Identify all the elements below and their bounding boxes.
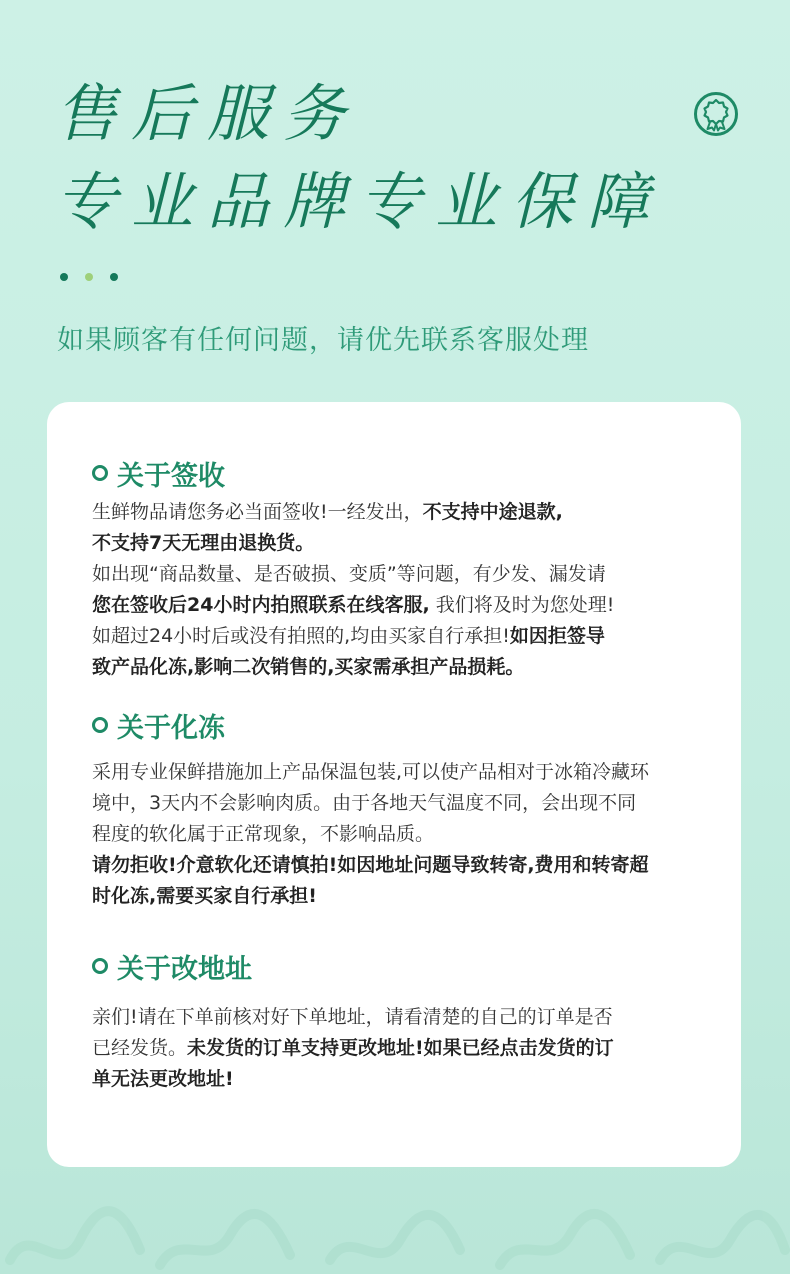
body-line	[92, 497, 707, 528]
section-thawing	[92, 707, 707, 912]
bold-text: 不支持7天无理由退换货。	[92, 532, 315, 554]
section-header	[92, 455, 707, 491]
body-text: 已经发货。	[92, 1037, 188, 1059]
bold-text: 请勿拒收!介意软化还请慎拍!如因地址问题导致转寄,费用和转寄超	[92, 854, 649, 876]
body-line	[92, 1064, 707, 1095]
award-badge-icon	[693, 91, 739, 137]
section-ring-icon	[92, 465, 108, 481]
subtitle-text: 如果顾客有任何问题，请优先联系客服处理	[57, 325, 589, 356]
body-line	[92, 621, 707, 652]
body-text: 程度的软化属于正常现象，不影响品质。	[92, 823, 435, 845]
bold-text: 您在签收后24小时内拍照联系在线客服,	[92, 594, 430, 616]
body-text: 如超过24小时后或没有拍照的,均由买家自行承担!	[92, 625, 510, 647]
section-title: 关于改地址	[117, 953, 252, 985]
bold-text: 时化冻,需要买家自行承担!	[92, 885, 317, 907]
body-text: 生鲜物品请您务必当面签收!一经发出，	[92, 501, 423, 523]
body-text: 如出现“商品数量、是否破损、变质”等问题，有少发、漏发请	[92, 563, 606, 585]
body-line	[92, 590, 707, 621]
dot-icon	[60, 273, 68, 281]
section-body	[92, 1002, 707, 1095]
section-body	[92, 497, 707, 683]
bold-text: 致产品化冻,影响二次销售的,买家需承担产品损耗。	[92, 656, 525, 678]
body-line	[92, 1002, 707, 1033]
page-title: 售后服务	[55, 77, 360, 150]
bold-text: 不支持中途退款,	[422, 501, 563, 523]
section-change-address	[92, 948, 707, 1095]
body-line	[92, 850, 707, 881]
bold-text: 未发货的订单支持更改地址!如果已经点击发货的订	[187, 1037, 614, 1059]
decorative-dots	[60, 273, 118, 281]
body-text: 境中，3天内不会影响肉质。由于各地天气温度不同，会出现不同	[92, 792, 637, 814]
body-line	[92, 559, 707, 590]
body-text: 采用专业保鲜措施加上产品保温包装,可以使产品相对于冰箱冷藏环	[92, 761, 650, 783]
decorative-pattern	[0, 1140, 790, 1274]
info-card	[47, 402, 741, 1167]
body-line	[92, 819, 707, 850]
section-title: 关于化冻	[117, 712, 225, 744]
section-sign-receipt	[92, 455, 707, 683]
section-header	[92, 948, 707, 984]
body-line	[92, 528, 707, 559]
section-ring-icon	[92, 958, 108, 974]
bold-text: 单无法更改地址!	[92, 1068, 234, 1090]
bold-text: 如因拒签导	[509, 625, 605, 647]
title-block	[55, 70, 695, 246]
section-body	[92, 757, 707, 912]
body-line	[92, 652, 707, 683]
page-subtitle-heading: 专业品牌专业保障	[55, 165, 664, 238]
dot-icon	[85, 273, 93, 281]
dot-icon	[110, 273, 118, 281]
body-line	[92, 881, 707, 912]
body-line	[92, 757, 707, 788]
section-header	[92, 707, 707, 743]
section-ring-icon	[92, 717, 108, 733]
section-title: 关于签收	[117, 460, 225, 492]
body-line	[92, 788, 707, 819]
body-text: 亲们!请在下单前核对好下单地址，请看清楚的自己的订单是否	[92, 1006, 613, 1028]
body-line	[92, 1033, 707, 1064]
body-text: 我们将及时为您处理!	[429, 594, 615, 616]
